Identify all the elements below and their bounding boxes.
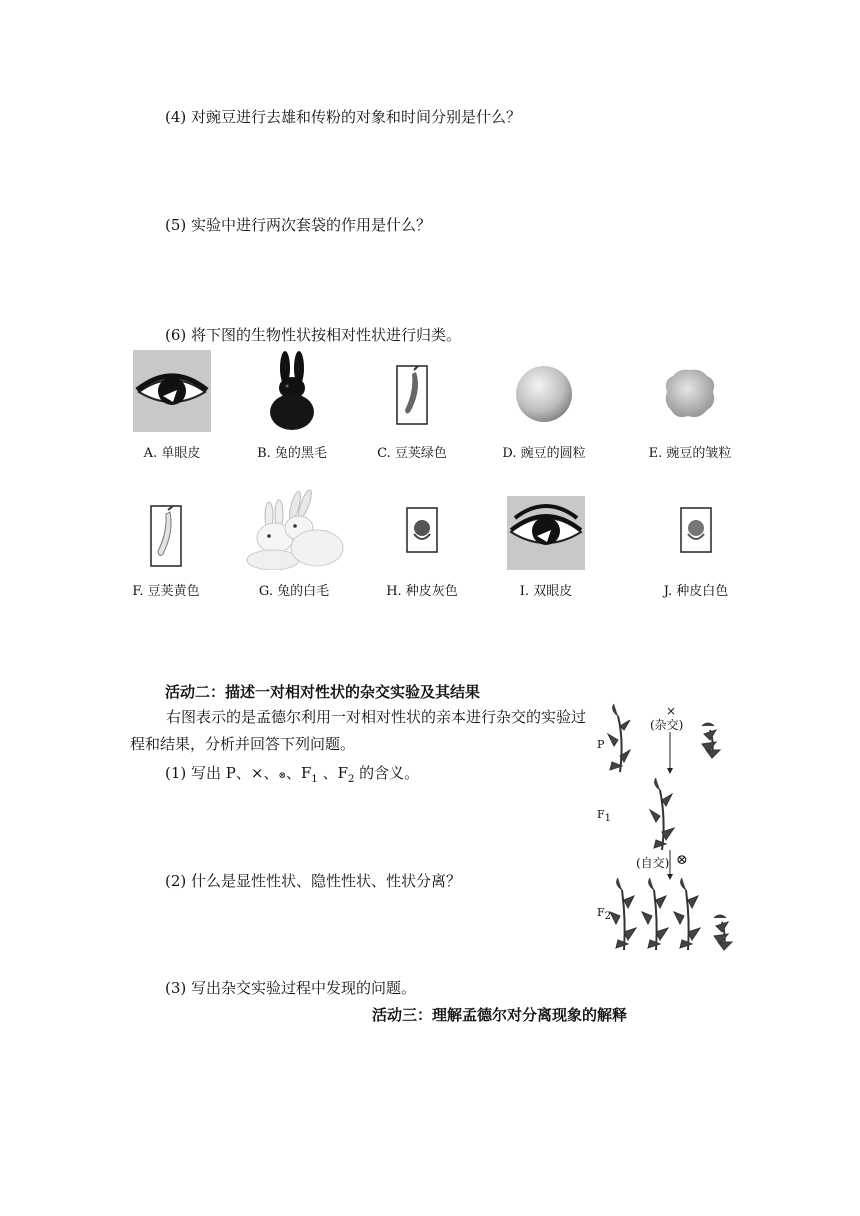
f1-tall-plant-icon — [650, 778, 674, 850]
activity2-question-2: (2) 什么是显性性状、隐性性状、性状分离？ — [165, 872, 462, 890]
double-eyelid-icon — [507, 488, 585, 570]
self-cross-symbol: ⊗ — [278, 771, 286, 781]
trait-caption: H. 种皮灰色 — [386, 584, 458, 599]
trait-g — [234, 488, 354, 599]
question-4: (4) 对豌豆进行去雄和传粉的对象和时间分别是什么？ — [165, 108, 522, 126]
activity3-heading: 活动三：理解孟德尔对分离现象的解释 — [372, 1006, 628, 1024]
activity2-question-1: (1) 写出 P、×、⊗、$F_1$ 、$F_2$ 的含义。 — [165, 764, 420, 785]
f2-label: $F_2$ — [597, 906, 612, 923]
trait-caption: J. 种皮白色 — [663, 584, 729, 599]
trait-h — [362, 488, 482, 599]
single-eyelid-icon — [133, 350, 211, 432]
round-pea-icon — [509, 350, 579, 432]
p-label: P — [597, 738, 605, 751]
trait-caption: D. 豌豆的圆粒 — [502, 446, 586, 461]
trait-c — [352, 350, 472, 461]
activity2-question-3: (3) 写出杂交实验过程中发现的问题。 — [165, 979, 417, 997]
pea-plant-drawings — [590, 700, 750, 960]
self-text: (自交) — [636, 856, 670, 870]
short-plant-icon — [702, 723, 720, 758]
activity2-intro: 右图表示的是孟德尔利用一对相对性状的亲本进行杂交的实验过程和结果，分析并回答下列问题。 — [130, 708, 587, 753]
trait-caption: F. 豆荚黄色 — [132, 584, 200, 599]
trait-b — [232, 350, 352, 461]
cross-diagram — [590, 700, 750, 960]
trait-caption: E. 豌豆的皱粒 — [648, 446, 732, 461]
trait-caption: B. 兔的黑毛 — [257, 446, 327, 461]
trait-caption: C. 豆荚绿色 — [377, 446, 447, 461]
cross-text: (杂交) — [650, 718, 684, 732]
tall-plant-icon — [608, 704, 630, 772]
trait-a — [112, 350, 232, 461]
white-rabbits-icon — [239, 488, 349, 570]
question-5: (5) 实验中进行两次套袋的作用是什么？ — [165, 216, 432, 234]
wrinkled-pea-icon — [655, 350, 725, 432]
self-symbol: ⊗ — [676, 852, 688, 868]
cross-symbol: × — [666, 704, 677, 718]
question-6: (6) 将下图的生物性状按相对性状进行归类。 — [165, 326, 462, 344]
trait-e — [630, 350, 750, 461]
white-seed-coat-icon — [676, 488, 716, 570]
f2-plants-icon — [610, 878, 732, 950]
black-rabbit-icon — [257, 350, 327, 432]
trait-f — [106, 488, 226, 599]
yellow-pod-icon — [146, 488, 186, 570]
trait-caption: A. 单眼皮 — [143, 446, 201, 461]
f1-label: $F_1$ — [597, 808, 612, 825]
activity2-heading: 活动二：描述一对相对性状的杂交实验及其结果 — [165, 683, 481, 701]
trait-j — [636, 488, 756, 599]
trait-caption: I. 双眼皮 — [519, 584, 573, 599]
trait-d — [484, 350, 604, 461]
green-pod-icon — [392, 350, 432, 432]
trait-caption: G. 兔的白毛 — [258, 584, 330, 599]
trait-i — [486, 488, 606, 599]
gray-seed-coat-icon — [402, 488, 442, 570]
